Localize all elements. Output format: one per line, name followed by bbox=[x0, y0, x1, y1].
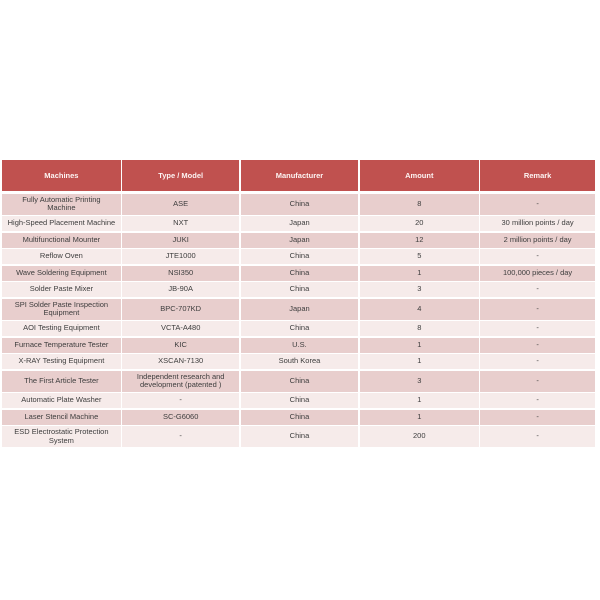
cell-machine: Fully Automatic Printing Machine bbox=[2, 194, 121, 215]
cell-amount: 8 bbox=[360, 321, 479, 336]
cell-type-model: SC-G6060 bbox=[122, 410, 239, 425]
table-row bbox=[2, 338, 595, 353]
cell-manufacturer: China bbox=[241, 194, 359, 215]
cell-remark: 100,000 pieces / day bbox=[480, 266, 595, 281]
table-row bbox=[2, 354, 595, 369]
cell-type-model: - bbox=[122, 426, 239, 447]
cell-type-model: NXT bbox=[122, 216, 239, 231]
cell-machine: Solder Paste Mixer bbox=[2, 282, 121, 297]
cell-remark: - bbox=[480, 426, 595, 447]
cell-manufacturer: China bbox=[241, 282, 359, 297]
column-header-remark: Remark bbox=[480, 160, 595, 191]
cell-machine: SPI Solder Paste Inspection Equipment bbox=[2, 299, 121, 320]
cell-remark: - bbox=[480, 194, 595, 215]
cell-type-model: BPC-707KD bbox=[122, 299, 239, 320]
cell-type-model: JB-90A bbox=[122, 282, 239, 297]
cell-remark: - bbox=[480, 354, 595, 369]
cell-manufacturer: China bbox=[241, 321, 359, 336]
cell-machine: Reflow Oven bbox=[2, 249, 121, 264]
cell-manufacturer: South Korea bbox=[241, 354, 359, 369]
cell-manufacturer: Japan bbox=[241, 299, 359, 320]
cell-amount: 5 bbox=[360, 249, 479, 264]
cell-manufacturer: U.S. bbox=[241, 338, 359, 353]
cell-machine: AOI Testing Equipment bbox=[2, 321, 121, 336]
cell-manufacturer: China bbox=[241, 410, 359, 425]
cell-amount: 1 bbox=[360, 393, 479, 408]
cell-remark: - bbox=[480, 282, 595, 297]
machines-table bbox=[2, 160, 595, 447]
cell-amount: 3 bbox=[360, 371, 479, 392]
table-row bbox=[2, 249, 595, 264]
table-row bbox=[2, 371, 595, 392]
cell-remark: - bbox=[480, 338, 595, 353]
cell-amount: 3 bbox=[360, 282, 479, 297]
cell-amount: 12 bbox=[360, 233, 479, 248]
cell-remark: - bbox=[480, 410, 595, 425]
table-header-row bbox=[2, 160, 595, 191]
column-header-amount: Amount bbox=[360, 160, 479, 191]
cell-remark: - bbox=[480, 299, 595, 320]
cell-type-model: ASE bbox=[122, 194, 239, 215]
cell-amount: 1 bbox=[360, 338, 479, 353]
table-row bbox=[2, 233, 595, 248]
column-header-type-model: Type / Model bbox=[122, 160, 239, 191]
table-row bbox=[2, 426, 595, 447]
cell-manufacturer: China bbox=[241, 393, 359, 408]
cell-manufacturer: China bbox=[241, 426, 359, 447]
cell-amount: 1 bbox=[360, 266, 479, 281]
cell-remark: - bbox=[480, 393, 595, 408]
table-row bbox=[2, 266, 595, 281]
cell-machine: X-RAY Testing Equipment bbox=[2, 354, 121, 369]
table-row bbox=[2, 282, 595, 297]
cell-remark: 30 million points / day bbox=[480, 216, 595, 231]
cell-machine: Automatic Plate Washer bbox=[2, 393, 121, 408]
table-row bbox=[2, 216, 595, 231]
column-header-machines: Machines bbox=[2, 160, 121, 191]
cell-machine: Wave Soldering Equipment bbox=[2, 266, 121, 281]
cell-machine: ESD Electrostatic Protection System bbox=[2, 426, 121, 447]
cell-amount: 200 bbox=[360, 426, 479, 447]
cell-type-model: NSI350 bbox=[122, 266, 239, 281]
cell-manufacturer: China bbox=[241, 266, 359, 281]
cell-machine: High-Speed Placement Machine bbox=[2, 216, 121, 231]
cell-remark: - bbox=[480, 371, 595, 392]
table-row bbox=[2, 194, 595, 215]
cell-remark: - bbox=[480, 321, 595, 336]
cell-type-model: - bbox=[122, 393, 239, 408]
cell-machine: Laser Stencil Machine bbox=[2, 410, 121, 425]
cell-manufacturer: Japan bbox=[241, 233, 359, 248]
cell-machine: Furnace Temperature Tester bbox=[2, 338, 121, 353]
table-row bbox=[2, 321, 595, 336]
cell-machine: Multifunctional Mounter bbox=[2, 233, 121, 248]
cell-remark: 2 million points / day bbox=[480, 233, 595, 248]
cell-amount: 8 bbox=[360, 194, 479, 215]
cell-amount: 1 bbox=[360, 354, 479, 369]
cell-type-model: VCTA-A480 bbox=[122, 321, 239, 336]
cell-type-model: KIC bbox=[122, 338, 239, 353]
cell-manufacturer: China bbox=[241, 249, 359, 264]
cell-type-model: JTE1000 bbox=[122, 249, 239, 264]
cell-amount: 20 bbox=[360, 216, 479, 231]
cell-remark: - bbox=[480, 249, 595, 264]
cell-machine: The First Article Tester bbox=[2, 371, 121, 392]
cell-manufacturer: Japan bbox=[241, 216, 359, 231]
column-header-manufacturer: Manufacturer bbox=[241, 160, 359, 191]
table-row bbox=[2, 410, 595, 425]
cell-type-model: JUKI bbox=[122, 233, 239, 248]
table-row bbox=[2, 299, 595, 320]
cell-type-model: Independent research and development (patented ) bbox=[122, 371, 239, 392]
cell-amount: 4 bbox=[360, 299, 479, 320]
cell-manufacturer: China bbox=[241, 371, 359, 392]
cell-amount: 1 bbox=[360, 410, 479, 425]
table-row bbox=[2, 393, 595, 408]
cell-type-model: XSCAN-7130 bbox=[122, 354, 239, 369]
